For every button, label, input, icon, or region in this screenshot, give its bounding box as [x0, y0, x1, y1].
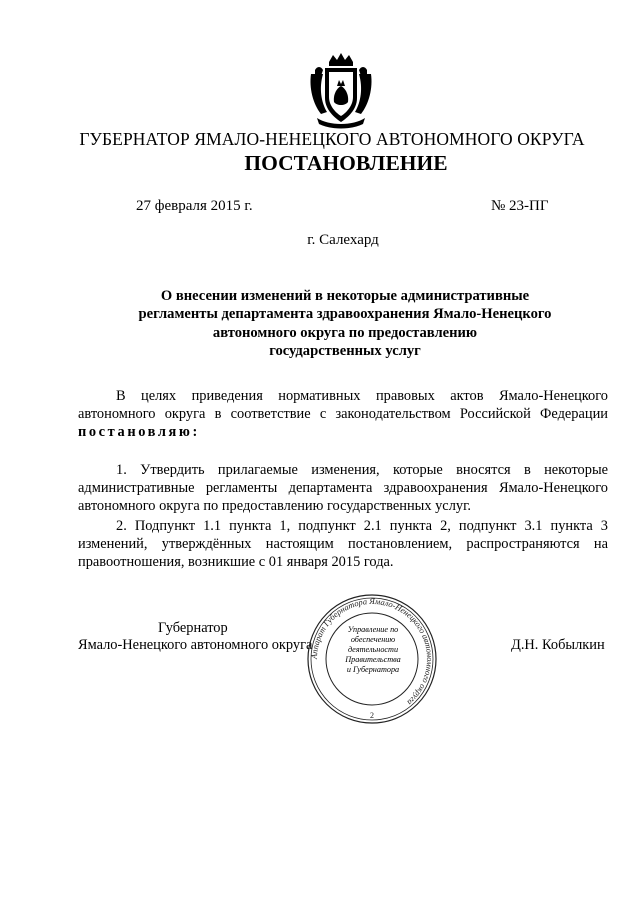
- title-line: государственных услуг: [269, 343, 421, 360]
- document-type-title: ПОСТАНОВЛЕНИЕ: [244, 151, 448, 175]
- item-line: 1. Утвердить прилагаемые изменения, которые вносятся в некоторые: [116, 462, 608, 478]
- coat-of-arms-icon: [307, 52, 375, 130]
- stamp-line: Правительства: [345, 655, 401, 664]
- document-city: г. Салехард: [307, 232, 379, 248]
- item-line: административные регламенты департамента здравоохранения Ямало-Ненецкого: [78, 480, 608, 496]
- stamp-center-text: [337, 625, 409, 675]
- stamp-line: деятельности: [347, 645, 399, 654]
- stamp-line: Управление по: [347, 625, 399, 634]
- decree-item-1: [78, 461, 608, 515]
- item-line: автономного округа по предоставлению государственных услуг.: [78, 498, 471, 514]
- preamble-line: автономного округа в соответствие с законодательством Российской Федерации: [78, 406, 608, 422]
- item-line: правоотношения, возникшие с 01 января 2015 года.: [78, 554, 394, 570]
- signatory-name: Д.Н. Кобылкин: [511, 637, 605, 653]
- document-title: [110, 287, 580, 361]
- title-line: регламенты департамента здравоохранения Ямало-Ненецкого: [138, 306, 552, 323]
- stamp-line: и Губернатора: [346, 665, 400, 674]
- item-line: 2. Подпункт 1.1 пункта 1, подпункт 2.1 пункта 2, подпункт 3.1 пункта 3: [116, 518, 608, 534]
- issuing-authority: ГУБЕРНАТОР ЯМАЛО-НЕНЕЦКОГО АВТОНОМНОГО ОКРУГА: [79, 129, 585, 149]
- title-line: автономного округа по предоставлению: [212, 324, 478, 341]
- stamp-number: 2: [370, 711, 374, 720]
- document-number: № 23-ПГ: [491, 198, 549, 214]
- item-line: изменений, утверждённых настоящим постановлением, распространяются на: [78, 536, 608, 552]
- preamble-line: В целях приведения нормативных правовых актов Ямало-Ненецкого: [116, 388, 608, 404]
- signatory-region: Ямало-Ненецкого автономного округа: [78, 637, 313, 653]
- decree-item-2: [78, 517, 608, 571]
- preamble-paragraph: [78, 387, 608, 441]
- signatory-position: Губернатор: [158, 620, 228, 636]
- title-line: О внесении изменений в некоторые административные: [160, 288, 530, 304]
- stamp-line: обеспечению: [350, 635, 396, 644]
- stamp-ring-text: Аппарат Губернатора Ямало-Ненецкого автономного округа: [309, 596, 435, 707]
- document-date: 27 февраля 2015 г.: [136, 198, 253, 214]
- decree-word: постановляю:: [78, 424, 200, 440]
